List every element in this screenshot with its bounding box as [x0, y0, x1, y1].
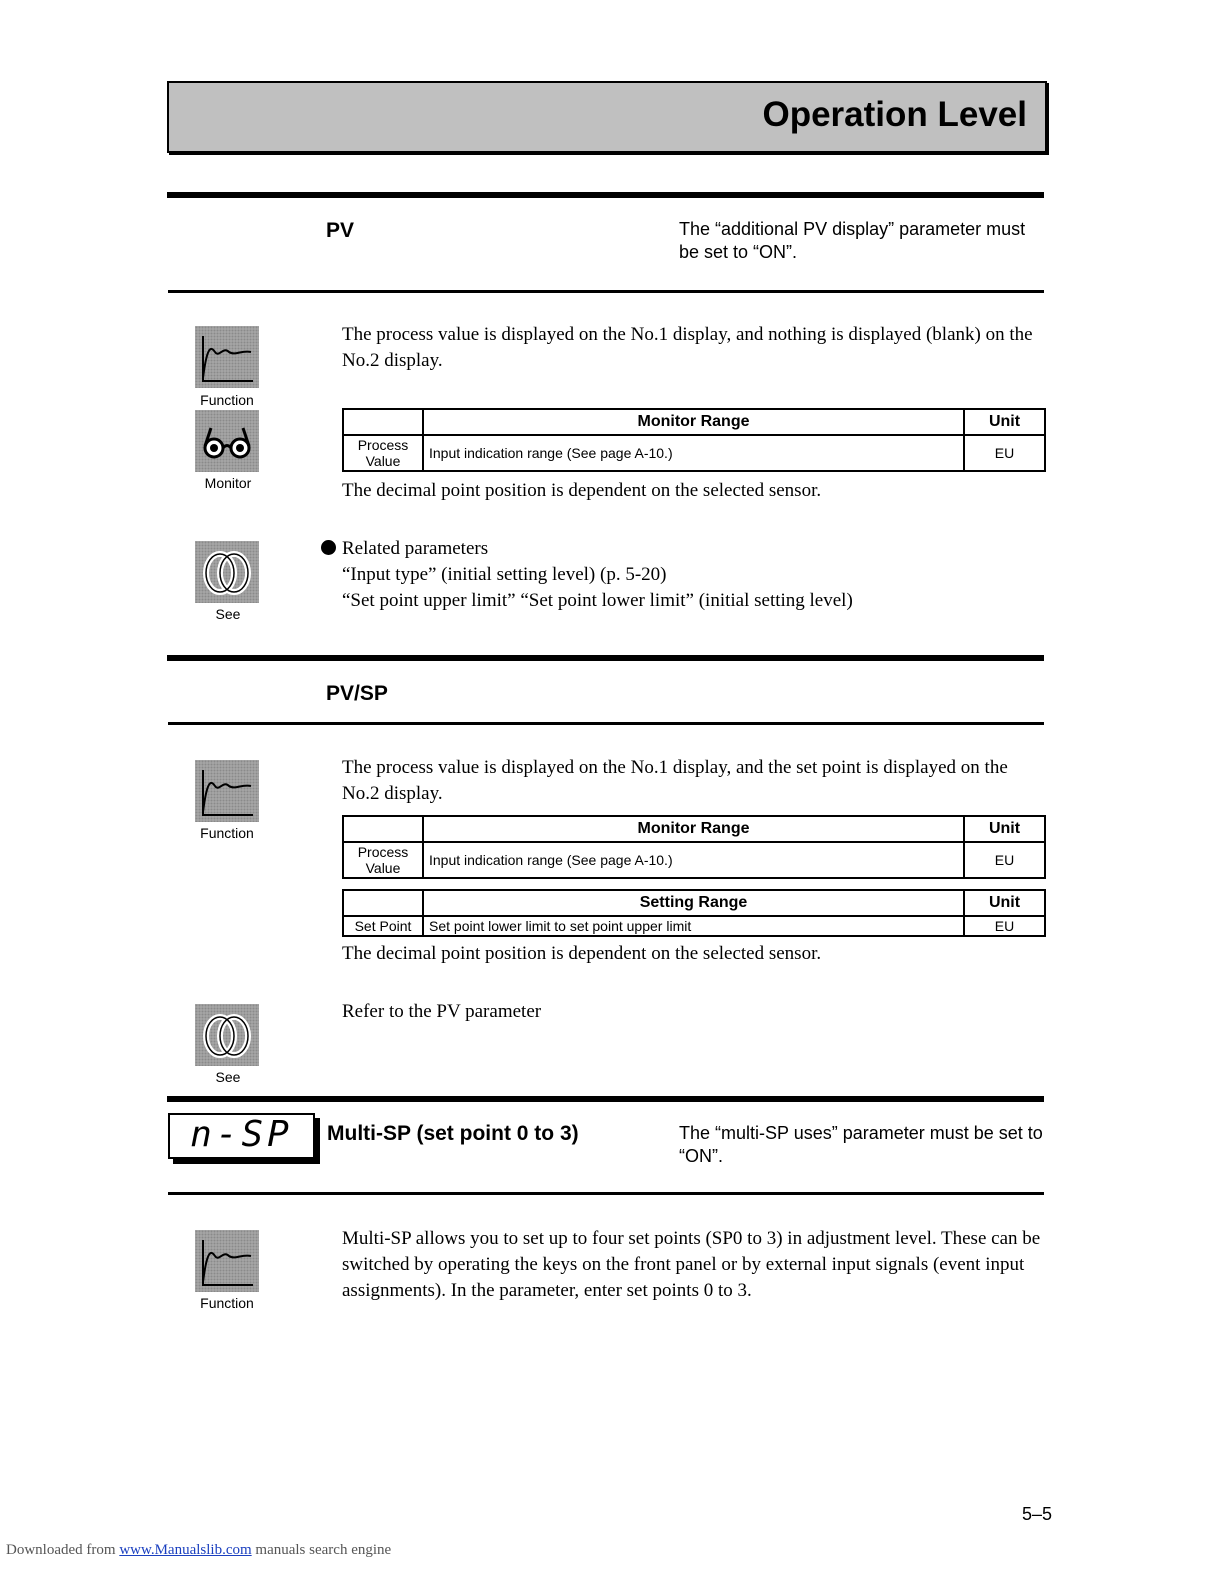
table-header-range: Monitor Range [423, 816, 964, 842]
pvsp-see-text: Refer to the PV parameter [342, 1001, 542, 1022]
footer [6, 1542, 391, 1559]
function-icon [195, 1230, 259, 1292]
pv-monitor-table [342, 408, 1046, 472]
pvsp-note: The decimal point position is dependent on the selected sensor. [342, 943, 822, 964]
section-top-rule [167, 1096, 1044, 1102]
footer-suffix: manuals search engine [251, 1542, 392, 1558]
table-header-unit: Unit [964, 890, 1045, 916]
section-top-rule [167, 655, 1044, 661]
bullet-icon [321, 540, 336, 555]
related-parameter-item: “Input type” (initial setting level) (p. 5-20) [342, 564, 667, 585]
section-divider [168, 290, 1044, 293]
pv-parameter-name: PV [326, 219, 355, 242]
pv-description: The process value is displayed on the No.1 display, and nothing is displayed (blank) on the No.2 display. [342, 324, 1033, 371]
footer-prefix: Downloaded from [6, 1542, 120, 1558]
table-row-label: Process Value [343, 435, 423, 471]
see-icon-label: See [215, 606, 241, 622]
table-row-unit: EU [964, 916, 1045, 936]
footer-link[interactable]: www.Manualslib.com [119, 1542, 252, 1558]
related-parameters-title [321, 536, 1026, 562]
page-number: 5–5 [1022, 1504, 1053, 1524]
level-header [167, 81, 1047, 153]
section-divider [168, 1192, 1044, 1195]
lcd-code-text: n-SP [190, 1114, 293, 1155]
table-row-unit: EU [964, 435, 1045, 471]
table-header-unit: Unit [964, 409, 1045, 435]
pv-note: The decimal point position is dependent on the selected sensor. [342, 480, 822, 501]
lcd-display-code [168, 1113, 315, 1159]
pvsp-setting-table [342, 889, 1046, 937]
table-row-range: Set point lower limit to set point upper limit [423, 916, 964, 936]
table-header-blank [343, 409, 423, 435]
section-divider [168, 722, 1044, 725]
multisp-description: Multi-SP allows you to set up to four set points (SP0 to 3) in adjustment level. These can be switched by operating the keys on the front panel or by external input signals (event input assignments). In the parameter, enter set points 0 to 3. [342, 1228, 1041, 1301]
function-icon-label: Function [200, 825, 254, 841]
monitor-icon-label: Monitor [204, 475, 252, 491]
related-parameter-item: “Set point upper limit” “Set point lower limit” (initial setting level) [342, 590, 853, 611]
see-icon-label: See [215, 1069, 241, 1085]
pvsp-description: The process value is displayed on the No.1 display, and the set point is displayed on the No.2 display. [342, 757, 1008, 804]
table-row-label: Set Point [343, 916, 423, 936]
function-icon-label: Function [200, 392, 254, 408]
table-row-label: Process Value [343, 842, 423, 878]
pvsp-monitor-table [342, 815, 1046, 879]
section-top-rule [167, 192, 1044, 198]
table-row-range: Input indication range (See page A-10.) [423, 842, 964, 878]
multisp-parameter-name: Multi-SP (set point 0 to 3) [327, 1122, 579, 1145]
table-row-range: Input indication range (See page A-10.) [423, 435, 964, 471]
see-rings-icon [195, 541, 259, 603]
pv-condition: The “additional PV display” parameter must be set to “ON”. [679, 219, 1026, 262]
table-header-range: Setting Range [423, 890, 964, 916]
multisp-condition: The “multi-SP uses” parameter must be set to “ON”. [679, 1123, 1043, 1166]
table-header-unit: Unit [964, 816, 1045, 842]
level-title: Operation Level [762, 95, 1027, 134]
function-icon [195, 326, 259, 388]
monitor-glasses-icon [195, 410, 259, 472]
table-row-unit: EU [964, 842, 1045, 878]
table-header-blank [343, 816, 423, 842]
related-title-text: Related parameters [342, 538, 489, 559]
table-header-range: Monitor Range [423, 409, 964, 435]
table-header-blank [343, 890, 423, 916]
see-rings-icon [195, 1004, 259, 1066]
pvsp-parameter-name: PV/SP [326, 682, 388, 705]
function-icon-label: Function [200, 1295, 254, 1311]
function-icon [195, 760, 259, 822]
